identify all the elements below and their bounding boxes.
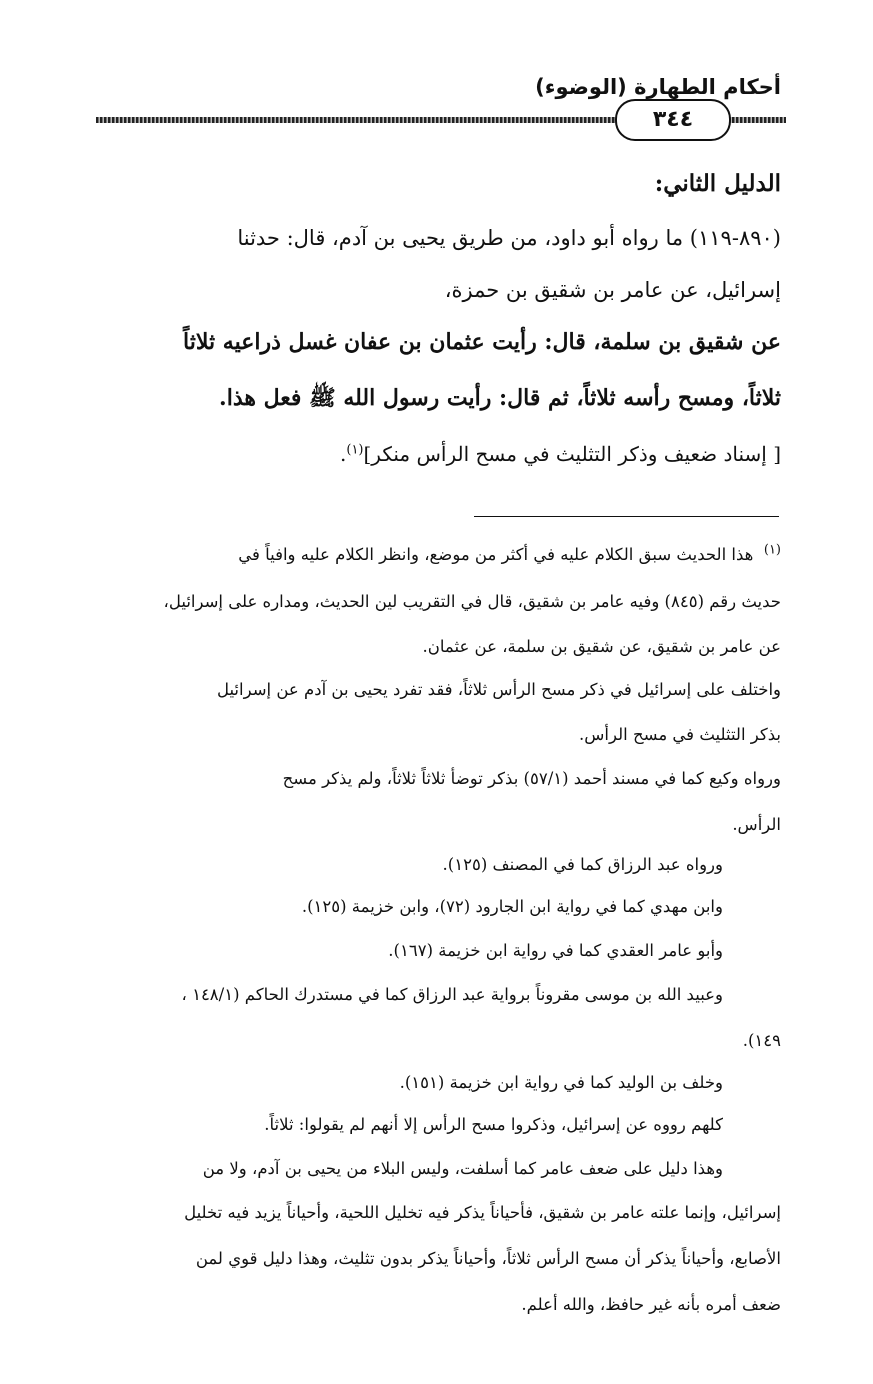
- footnote-line: ورواه عبد الرزاق كما في المصنف (١٢٥).: [442, 855, 723, 874]
- footnote-line: [238, 538, 781, 572]
- footnote-line: الأصابع، وأحياناً يذكر أن مسح الرأس ثلاثاً، وأحياناً يذكر بدون تثليث، وهذا دليل قوي لمن: [195, 1249, 781, 1268]
- footnote-line: وهذا دليل على ضعف عامر كما أسلفت، وليس البلاء من يحيى بن آدم، ولا من: [202, 1159, 723, 1178]
- page-number: ٣٤٤: [615, 99, 731, 141]
- footnote-line: وخلف بن الوليد كما في رواية ابن خزيمة (١٥١).: [399, 1073, 723, 1092]
- footnote-line: عن عامر بن شقيق، عن شقيق بن سلمة، عن عثمان.: [422, 637, 781, 656]
- footnote-line: ضعف أمره بأنه غير حافظ، والله أعلم.: [521, 1295, 781, 1314]
- section-heading: الدليل الثاني:: [654, 170, 781, 197]
- hadith-grading: [340, 434, 781, 474]
- footnote-marker: (١): [763, 542, 781, 558]
- running-title: أحكام الطهارة (الوضوء): [535, 75, 781, 99]
- hadith-text-line: عن شقيق بن سلمة، قال: رأيت عثمان بن عفان غسل ذراعيه ثلاثاً: [183, 329, 781, 355]
- footnote-line: وابن مهدي كما في رواية ابن الجارود (٧٢)، وابن خزيمة (١٢٥).: [301, 897, 723, 916]
- footnote-separator: [474, 516, 779, 517]
- body-line: (٨٩٠-١١٩) ما رواه أبو داود، من طريق يحيى بن آدم، قال: حدثنا: [237, 226, 781, 250]
- grading-end: .: [340, 442, 347, 466]
- footnote-line: إسرائيل، وإنما علته عامر بن شقيق، فأحياناً يذكر فيه تخليل اللحية، وأحياناً يزيد فيه تخليل: [184, 1203, 781, 1222]
- footnote-line: واختلف على إسرائيل في ذكر مسح الرأس ثلاثاً، فقد تفرد يحيى بن آدم عن إسرائيل: [216, 680, 781, 699]
- footnote-line: الرأس.: [732, 815, 781, 834]
- body-line: إسرائيل، عن عامر بن شقيق بن حمزة،: [444, 278, 781, 302]
- footnote-line: حديث رقم (٨٤٥) وفيه عامر بن شقيق، قال في التقريب لين الحديث، ومداره على إسرائيل،: [163, 592, 781, 611]
- footnote-line: كلهم رووه عن إسرائيل، وذكروا مسح الرأس إلا أنهم لم يقولوا: ثلاثاً.: [264, 1115, 723, 1134]
- footnote-line: ورواه وكيع كما في مسند أحمد (٥٧/١) بذكر توضأ ثلاثاً ثلاثاً، ولم يذكر مسح: [282, 769, 781, 788]
- hadith-text-line: ثلاثاً، ومسح رأسه ثلاثاً، ثم قال: رأيت رسول الله ﷺ فعل هذا.: [219, 385, 781, 411]
- footnote-line: وعبيد الله بن موسى مقروناً برواية عبد الرزاق كما في مستدرك الحاكم (١٤٨/١ ،: [181, 985, 723, 1004]
- footnote-line: ١٤٩).: [742, 1031, 781, 1050]
- footnote-reference[interactable]: (١): [346, 442, 364, 458]
- footnote-line: بذكر التثليث في مسح الرأس.: [579, 725, 781, 744]
- grading-text: [ إسناد ضعيف وذكر التثليث في مسح الرأس منكر]: [363, 442, 781, 466]
- footnote-line: وأبو عامر العقدي كما في رواية ابن خزيمة (١٦٧).: [388, 941, 723, 960]
- footnote-text: هذا الحديث سبق الكلام عليه في أكثر من موضع، وانظر الكلام عليه وافياً في: [238, 545, 754, 564]
